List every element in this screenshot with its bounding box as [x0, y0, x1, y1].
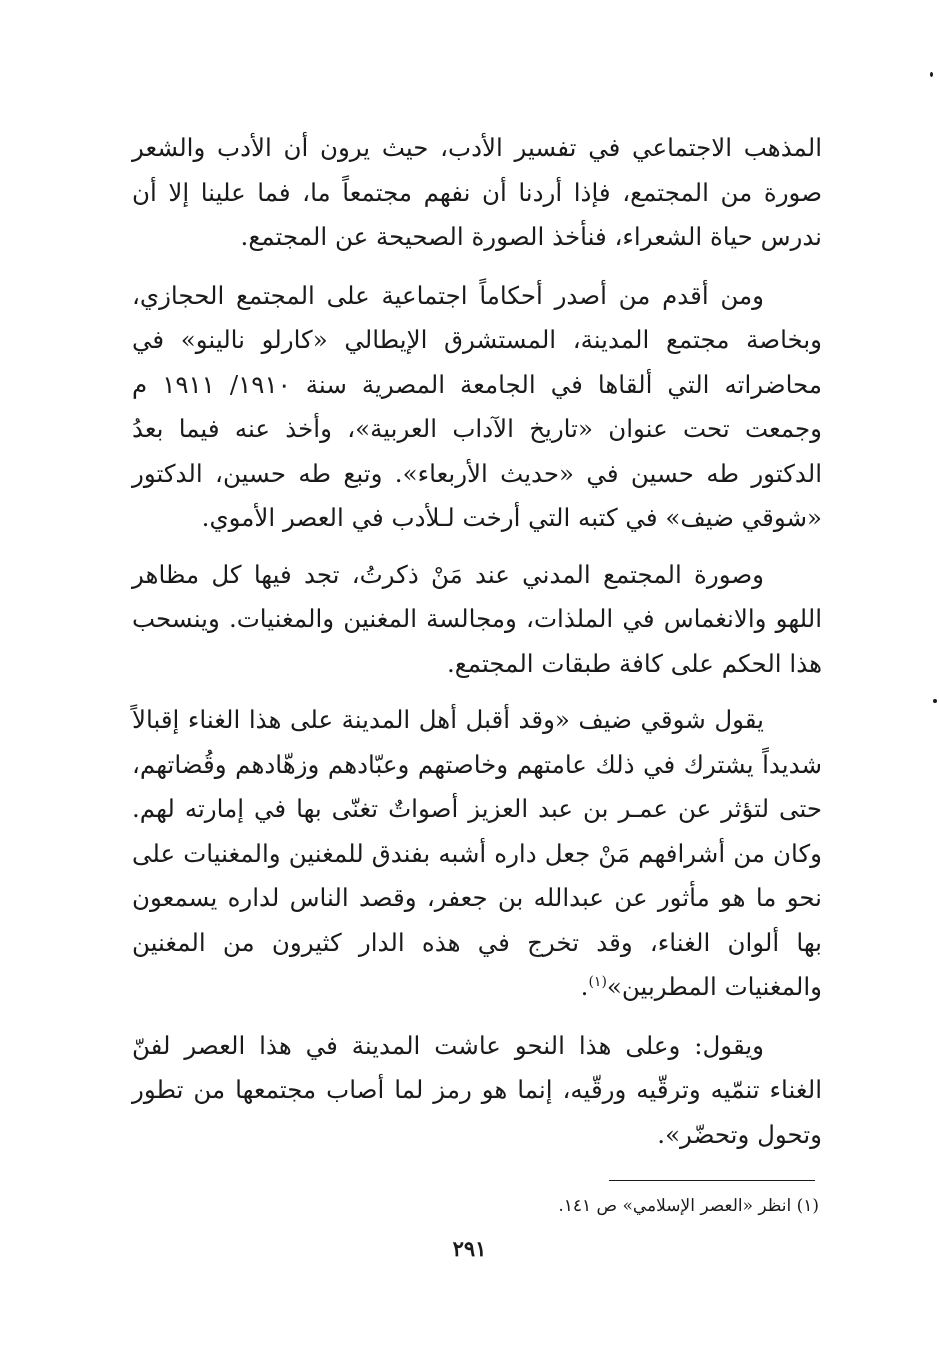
paragraph-4: [132, 698, 822, 1010]
page-number: ٢٩١: [452, 1236, 487, 1261]
footnote-divider: [609, 1180, 815, 1181]
footnote-reference[interactable]: (١): [588, 973, 607, 990]
paragraph-5: ويقول: وعلى هذا النحو عاشت المدينة في هذا العصر لفنّ الغناء تنمّيه وترقّيه ورقّيه، إنما هو رمز لما أصاب مجتمعها من تطور وتحول وتحضّر».: [132, 1030, 822, 1149]
paragraph-4-text: يقول شوقي ضيف «وقد أقبل أهل المدينة على هذا الغناء إقبالاً شديداً يشترك في ذلك عامتهم وخاصتهم وعبّادهم وزهّادهم وقُضاتهم، حتى لتؤثر عن عمـر بن عبد العزيز أصواتٌ تغنّى بها في إمارته لهم. وكان من أشرافهم مَنْ جعل داره أشبه بفندق للمغنين والمغنيات على نحو ما هو مأثور عن عبدالله بن جعفر، وقصد الناس لداره يسمعون بها ألوان الغناء، وقد تخرج في هذه الدار كثيرون من المغنين والمغنيات المطربين»: [132, 705, 822, 1001]
paragraph-4-end: .: [580, 972, 589, 1001]
paragraph-1: المذهب الاجتماعي في تفسير الأدب، حيث يرون أن الأدب والشعر صورة من المجتمع، فإذا أردنا أن نفهم مجتمعاً ما، فما علينا إلا أن ندرس حياة الشعراء، فنأخذ الصورة الصحيحة عن المجتمع.: [132, 133, 822, 251]
footnote: (١) انظر «العصر الإسلامي» ص ١٤١.: [558, 1196, 819, 1216]
paragraph-2: ومن أقدم من أصدر أحكاماً اجتماعية على المجتمع الحجازي، وبخاصة مجتمع المدينة، المستشرق الإيطالي «كارلو نالينو» في محاضراته التي ألقاها في الجامعة المصرية سنة ١٩١٠/ ١٩١١ م وجمعت تحت عنوان «تاريخ الآداب العربية»، وأخذ عنه فيما بعدُ الدكتور طه حسين في «حديث الأربعاء». وتبع طه حسين، الدكتور «شوقي ضيف» في كتبه التي أرخت لـلأدب في العصر الأموي.: [132, 280, 822, 532]
scan-speck: [933, 699, 937, 703]
paragraph-3: وصورة المجتمع المدني عند مَنْ ذكرتُ، تجد فيها كل مظاهر اللهو والانغماس في الملذات، ومجالسة المغنين والمغنيات. وينسحب هذا الحكم على كافة طبقات المجتمع.: [132, 559, 822, 678]
scan-speck: [930, 72, 933, 77]
body-text: [132, 126, 822, 1174]
